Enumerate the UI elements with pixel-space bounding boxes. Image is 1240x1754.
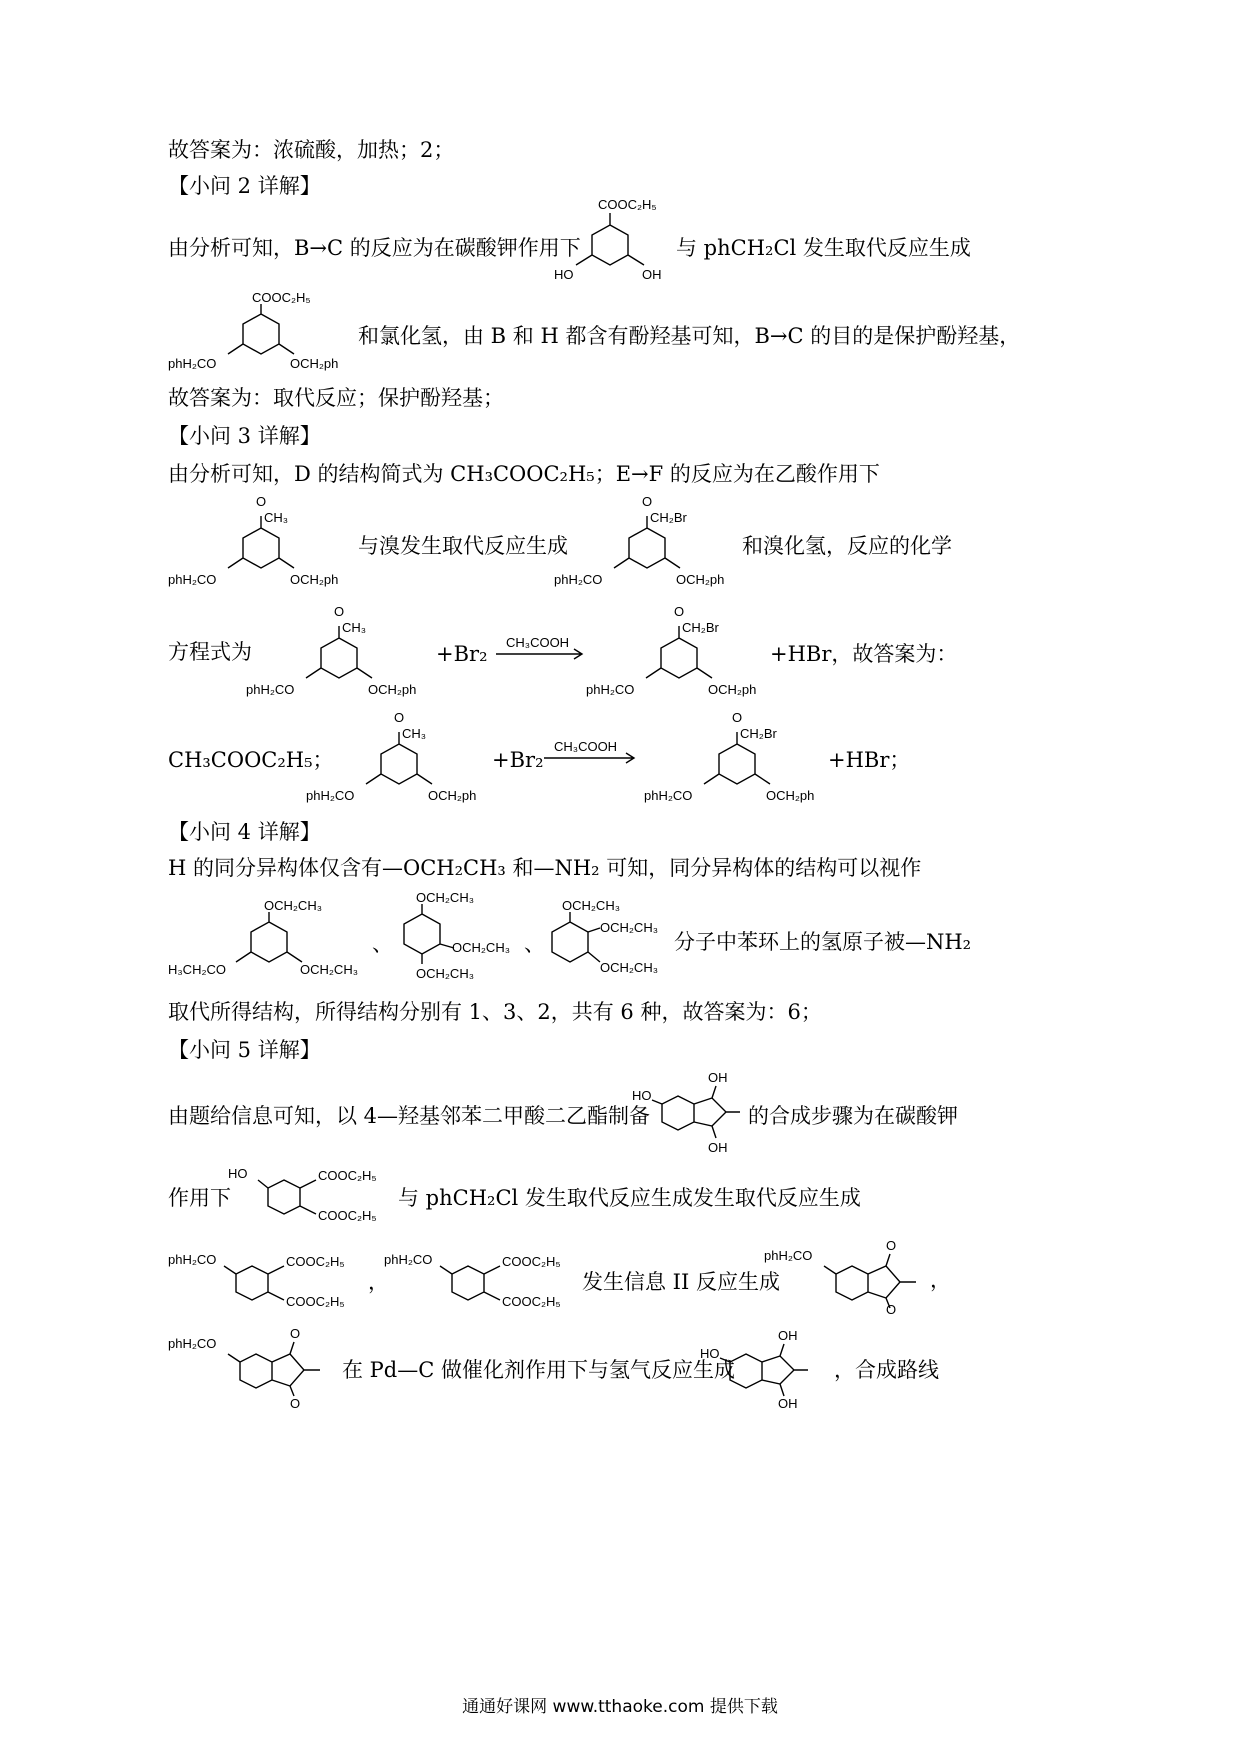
svg-text:CH₃COOH: CH₃COOH: [506, 636, 570, 650]
svg-text:HO: HO: [632, 1088, 652, 1103]
svg-text:OH: OH: [642, 267, 662, 282]
svg-text:phH₂CO: phH₂CO: [384, 1252, 433, 1267]
svg-text:OCH₂CH₃: OCH₂CH₃: [300, 962, 359, 977]
q5-text-1: 由题给信息可知，以 4—羟基邻苯二甲酸二乙酯制备: [168, 1104, 651, 1128]
q5-text-3: 作用下: [168, 1186, 231, 1210]
structure-benzyloxy-phthalate-1: [166, 1248, 366, 1314]
svg-text:OCH₂ph: OCH₂ph: [766, 788, 815, 803]
structure-acetyl-1: [166, 494, 356, 594]
q5-text-6: 在 Pd—C 做催化剂作用下与氢气反应生成: [342, 1358, 735, 1382]
svg-text:phH₂CO: phH₂CO: [246, 682, 295, 697]
structure-hydroxy-phthalate: [228, 1166, 398, 1230]
q2-text-2: 与 phCH₂Cl 发生取代反应生成: [676, 236, 971, 260]
svg-text:COOC₂H₅: COOC₂H₅: [598, 197, 657, 212]
svg-text:phH₂CO: phH₂CO: [554, 572, 603, 587]
svg-text:O: O: [886, 1238, 897, 1253]
svg-text:O: O: [290, 1396, 301, 1411]
svg-text:OH: OH: [778, 1328, 798, 1343]
svg-text:H₃CH₂CO: H₃CH₂CO: [168, 962, 227, 977]
structure-bromoacetyl-1: [552, 494, 742, 594]
svg-text:COOC₂H₅: COOC₂H₅: [318, 1208, 377, 1223]
heading-q2: 【小问 2 详解】: [168, 174, 321, 198]
q3-answer-1: CH₃COOC₂H₅；: [168, 748, 334, 772]
reaction-arrow-1: [492, 636, 588, 666]
structure-acetyl-2: [244, 604, 434, 704]
structure-135-triethoxy: [166, 898, 376, 980]
answer-line-1: 故答案为：浓硫酸，加热；2；: [168, 138, 455, 162]
heading-q5: 【小问 5 详解】: [168, 1038, 321, 1062]
structure-acetyl-3: [304, 710, 494, 810]
svg-text:COOC₂H₅: COOC₂H₅: [502, 1294, 561, 1309]
structure-124-triethoxy: [392, 892, 528, 984]
svg-text:OCH₂CH₃: OCH₂CH₃: [416, 892, 475, 905]
comma-1: ，: [368, 1270, 389, 1294]
q5-text-4: 与 phCH₂Cl 发生取代反应生成发生取代反应生成: [398, 1186, 861, 1210]
svg-text:O: O: [642, 494, 653, 509]
svg-text:phH₂CO: phH₂CO: [168, 572, 217, 587]
plus-hbr-2: +HBr；: [828, 748, 911, 772]
svg-text:O: O: [256, 494, 267, 509]
svg-text:OCH₂CH₃: OCH₂CH₃: [416, 966, 475, 981]
svg-text:OCH₂ph: OCH₂ph: [290, 572, 339, 587]
svg-text:COOC₂H₅: COOC₂H₅: [286, 1254, 345, 1269]
q3-text-1: 由分析可知，D 的结构简式为 CH₃COOC₂H₅；E→F 的反应为在乙酸作用下: [168, 462, 880, 486]
q5-text-2: 的合成步骤为在碳酸钾: [748, 1104, 958, 1128]
q3-text-2: 与溴发生取代反应生成: [358, 534, 568, 558]
svg-text:OCH₂CH₃: OCH₂CH₃: [452, 940, 511, 955]
svg-text:HO: HO: [700, 1346, 720, 1361]
q4-answer: 取代所得结构，所得结构分别有 1、3、2，共有 6 种，故答案为：6；: [168, 1000, 822, 1024]
q3-text-4: 方程式为: [168, 640, 252, 664]
reaction-arrow-2: [540, 740, 640, 770]
svg-text:HO: HO: [554, 267, 574, 282]
structure-target-diol: [632, 1066, 748, 1158]
comma-2: ，: [930, 1268, 951, 1292]
structure-dibenzyloxy-benzoate: [166, 292, 356, 382]
svg-text:COOC₂H₅: COOC₂H₅: [252, 292, 311, 305]
svg-text:O: O: [290, 1326, 301, 1341]
q3-text-3: 和溴化氢，反应的化学: [742, 534, 952, 558]
q2-answer: 故答案为：取代反应；保护酚羟基；: [168, 386, 504, 410]
svg-text:CH₃: CH₃: [342, 620, 367, 635]
separator-2: 、: [524, 932, 545, 956]
svg-text:OCH₂ph: OCH₂ph: [368, 682, 417, 697]
svg-text:O: O: [334, 604, 345, 619]
svg-text:HO: HO: [228, 1166, 248, 1181]
svg-text:phH₂CO: phH₂CO: [644, 788, 693, 803]
svg-text:phH₂CO: phH₂CO: [168, 1252, 217, 1267]
heading-q3: 【小问 3 详解】: [168, 424, 321, 448]
svg-text:OCH₂CH₃: OCH₂CH₃: [600, 960, 659, 975]
heading-q4: 【小问 4 详解】: [168, 820, 321, 844]
plus-br2-2: +Br₂: [492, 748, 544, 772]
svg-text:CH₂Br: CH₂Br: [682, 620, 719, 635]
plus-hbr-1: +HBr，故答案为：: [770, 642, 958, 666]
svg-text:O: O: [394, 710, 405, 725]
svg-text:O: O: [674, 604, 685, 619]
svg-text:OCH₂CH₃: OCH₂CH₃: [264, 898, 323, 913]
svg-text:CH₂Br: CH₂Br: [650, 510, 687, 525]
q5-text-5: 发生信息 II 反应生成: [582, 1270, 780, 1294]
structure-bromoacetyl-2: [584, 604, 774, 704]
structure-target-diol-2: [700, 1320, 836, 1412]
svg-text:OCH₂CH₃: OCH₂CH₃: [600, 920, 659, 935]
svg-text:CH₃: CH₃: [402, 726, 427, 741]
structure-indanedione-2: [166, 1320, 342, 1412]
svg-text:OCH₂ph: OCH₂ph: [708, 682, 757, 697]
svg-text:phH₂CO: phH₂CO: [764, 1248, 813, 1263]
plus-br2-1: +Br₂: [436, 642, 488, 666]
svg-text:OCH₂CH₃: OCH₂CH₃: [562, 900, 621, 913]
structure-indanedione-1: [762, 1236, 932, 1316]
q4-text-1: H 的同分异构体仅含有—OCH₂CH₃ 和—NH₂ 可知，同分异构体的结构可以视作: [168, 856, 922, 880]
svg-text:CH₂Br: CH₂Br: [740, 726, 777, 741]
structure-123-triethoxy: [540, 900, 676, 982]
svg-text:OH: OH: [708, 1140, 728, 1155]
svg-text:CH₃: CH₃: [264, 510, 289, 525]
svg-text:CH₃COOH: CH₃COOH: [554, 740, 618, 754]
svg-text:COOC₂H₅: COOC₂H₅: [286, 1294, 345, 1309]
q4-text-2: 分子中苯环上的氢原子被—NH₂: [674, 930, 972, 954]
svg-text:COOC₂H₅: COOC₂H₅: [318, 1168, 377, 1183]
separator-1: 、: [372, 932, 393, 956]
svg-text:OCH₂ph: OCH₂ph: [290, 356, 339, 371]
q5-text-7: ，合成路线: [834, 1358, 939, 1382]
svg-text:phH₂CO: phH₂CO: [586, 682, 635, 697]
svg-text:OH: OH: [778, 1396, 798, 1411]
structure-dihydroxy-benzoate: [540, 195, 680, 295]
svg-text:OCH₂ph: OCH₂ph: [428, 788, 477, 803]
structure-bromoacetyl-3: [642, 710, 832, 810]
svg-text:phH₂CO: phH₂CO: [168, 1336, 217, 1351]
svg-text:OCH₂ph: OCH₂ph: [676, 572, 725, 587]
svg-text:O: O: [886, 1302, 897, 1316]
structure-benzyloxy-phthalate-2: [382, 1248, 582, 1314]
svg-text:OH: OH: [708, 1070, 728, 1085]
q2-text-1: 由分析可知，B→C 的反应为在碳酸钾作用下: [168, 236, 581, 260]
q2-text-3: 和氯化氢，由 B 和 H 都含有酚羟基可知，B→C 的目的是保护酚羟基，: [358, 324, 1021, 348]
page-footer: 通通好课网 www.tthaoke.com 提供下载: [462, 1697, 778, 1717]
svg-text:COOC₂H₅: COOC₂H₅: [502, 1254, 561, 1269]
svg-text:O: O: [732, 710, 743, 725]
svg-text:phH₂CO: phH₂CO: [306, 788, 355, 803]
svg-text:phH₂CO: phH₂CO: [168, 356, 217, 371]
